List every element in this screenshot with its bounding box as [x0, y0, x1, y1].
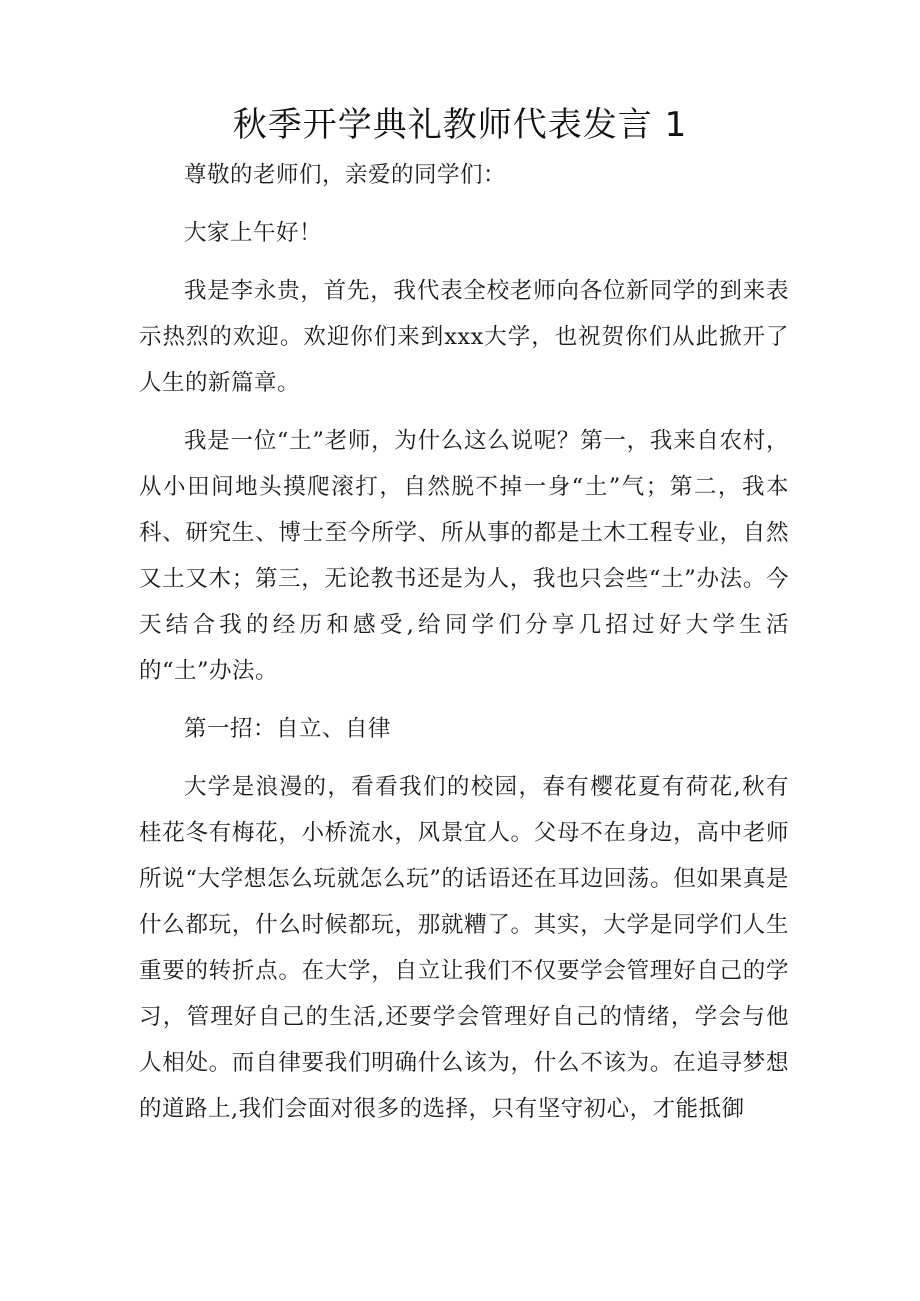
first-tip-paragraph: 大学是浪漫的，看看我们的校园，春有樱花夏有荷花,秋有桂花冬有梅花，小桥流水，风景宜人。父母不在身边，高中老师所说“大学想怎么玩就怎么玩”的话语还在耳边回荡。但如果真是什么都玩，什么时候都玩，那就糟了。其实，大学是同学们人生重要的转折点。在大学，自立让我们不仅要学会管理好自己的学习，管理好自己的生活,还要学会管理好自己的情绪，学会与他人相处。而自律要我们明确什么该为，什么不该为。在追寻梦想的道路上,我们会面对很多的选择，只有坚守初心，才能抵御: [139, 774, 789, 1122]
greeting-paragraph: 大家上午好！: [184, 220, 323, 246]
background-paragraph: 我是一位“土”老师，为什么这么说呢？第一，我来自农村，从小田间地头摸爬滚打，自然脱不掉一身“土”气；第二，我本科、研究生、博士至今所学、所从事的都是土木工程专业，自然又土又木；第三，无论教书还是为人，我也只会些“土”办法。今天结合我的经历和感受,给同学们分享几招过好大学生活的“土”办法。: [139, 428, 789, 684]
section-heading-first-tip: 第一招：自立、自律: [184, 716, 392, 742]
salutation-paragraph: 尊敬的老师们，亲爱的同学们：: [184, 162, 507, 188]
document-body: [139, 152, 789, 1132]
introduction-paragraph: 我是李永贵，首先，我代表全校老师向各位新同学的到来表示热烈的欢迎。欢迎你们来到xxx大学，也祝贺你们从此掀开了人生的新篇章。: [139, 278, 789, 396]
document-title: 秋季开学典礼教师代表发言 1: [232, 105, 688, 145]
